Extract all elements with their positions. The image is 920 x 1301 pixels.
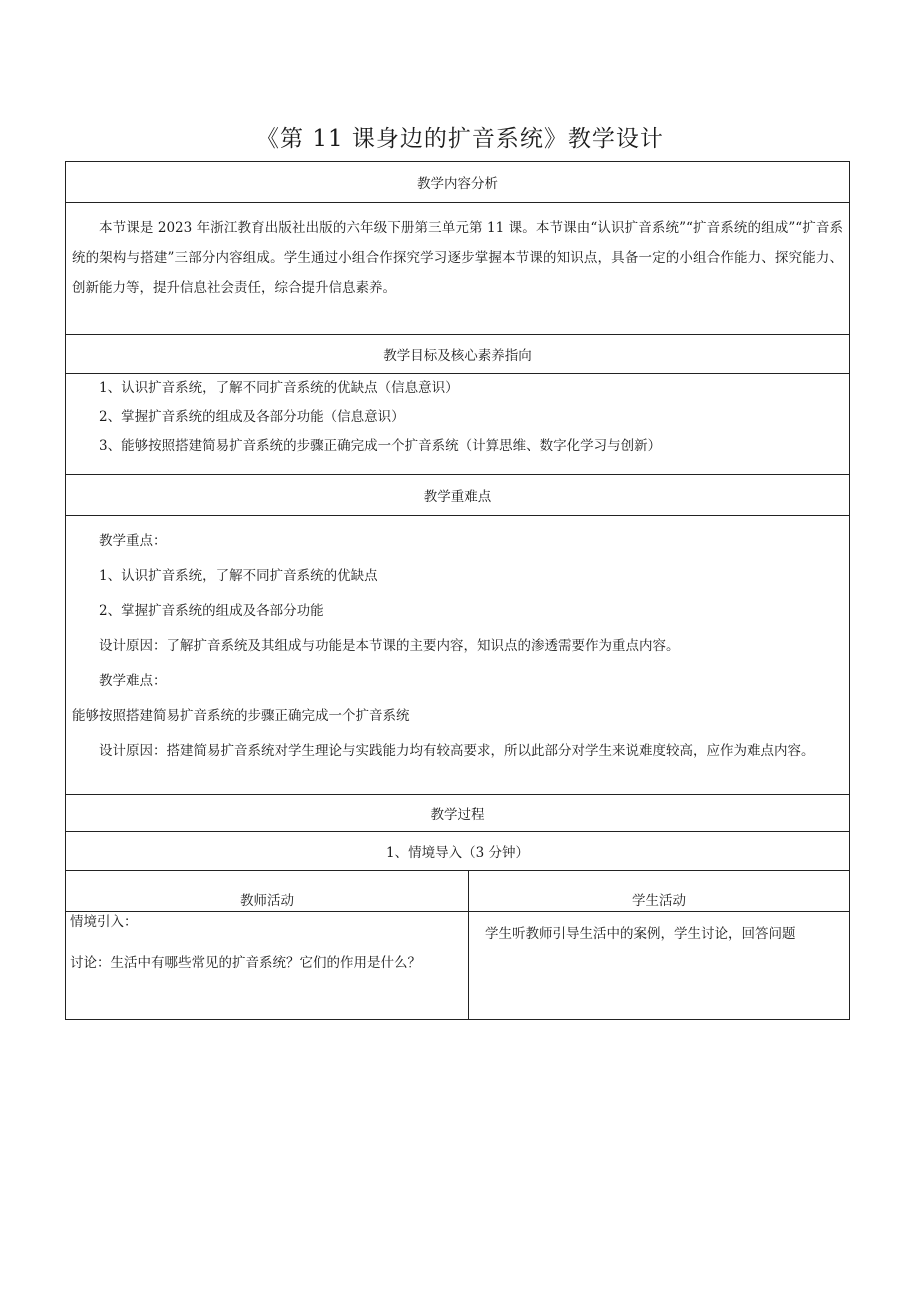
objective-item: 2、掌握扩音系统的组成及各部分功能（信息意识） <box>99 409 405 425</box>
key-item: 2、掌握扩音系统的组成及各部分功能 <box>99 603 324 619</box>
key-points-cell <box>66 516 850 795</box>
process-header-row <box>66 795 850 832</box>
objective-item: 3、能够按照搭建简易扩音系统的步骤正确完成一个扩音系统（计算思维、数字化学习与创新） <box>99 438 662 454</box>
content-analysis-row <box>66 203 850 335</box>
key-reason: 设计原因：了解扩音系统及其组成与功能是本节课的主要内容，知识点的渗透需要作为重点内容。 <box>99 638 680 654</box>
key-points-row <box>66 516 850 795</box>
content-analysis-cell <box>66 203 850 335</box>
student-activity-header: 学生活动 <box>469 871 850 912</box>
teacher-activity-cell <box>66 912 469 1020</box>
objectives-row <box>66 374 850 475</box>
step1-header-row <box>66 832 850 871</box>
difficulty-label: 教学难点： <box>99 673 167 689</box>
step1-header: 1、情境导入（3 分钟） <box>66 832 850 871</box>
objectives-cell <box>66 374 850 475</box>
document-title: 《第 11 课身边的扩音系统》教学设计 <box>256 126 664 152</box>
objective-item: 1、认识扩音系统，了解不同扩音系统的优缺点（信息意识） <box>99 380 459 396</box>
objectives-header: 教学目标及核心素养指向 <box>66 335 850 374</box>
key-points-header: 教学重难点 <box>66 475 850 516</box>
key-label: 教学重点： <box>99 533 167 549</box>
activity-row <box>66 912 850 1020</box>
lesson-plan-table <box>65 161 850 1020</box>
difficulty-reason: 设计原因：搭建简易扩音系统对学生理论与实践能力均有较高要求，所以此部分对学生来说难度较高，应作为难点内容。 <box>99 743 815 759</box>
activity-column-header-row <box>66 871 850 912</box>
content-analysis-header-row <box>66 162 850 203</box>
teacher-activity-line: 讨论：生活中有哪些常见的扩音系统？它们的作用是什么？ <box>70 955 421 971</box>
process-header: 教学过程 <box>66 795 850 832</box>
objectives-header-row <box>66 335 850 374</box>
difficulty-item: 能够按照搭建简易扩音系统的步骤正确完成一个扩音系统 <box>72 708 410 724</box>
content-analysis-text: 本节课是 2023 年浙江教育出版社出版的六年级下册第三单元第 11 课。本节课由“认识扩音系统”“扩音系统的组成”“扩音系统的架构与搭建”三部分内容组成。学生通过小组合作探究学习逐步掌握本节课的知识点，具备一定的小组合作能力、探究能力、创新能力等，提升信息社会责任，综合提升信息素养。 <box>72 220 843 296</box>
key-points-header-row <box>66 475 850 516</box>
student-activity-cell: 学生听教师引导生活中的案例，学生讨论，回答问题 <box>469 912 850 1020</box>
content-analysis-header: 教学内容分析 <box>66 162 850 203</box>
key-item: 1、认识扩音系统，了解不同扩音系统的优缺点 <box>99 568 378 584</box>
teacher-activity-line: 情境引入： <box>70 914 138 930</box>
teacher-activity-header: 教师活动 <box>66 871 469 912</box>
